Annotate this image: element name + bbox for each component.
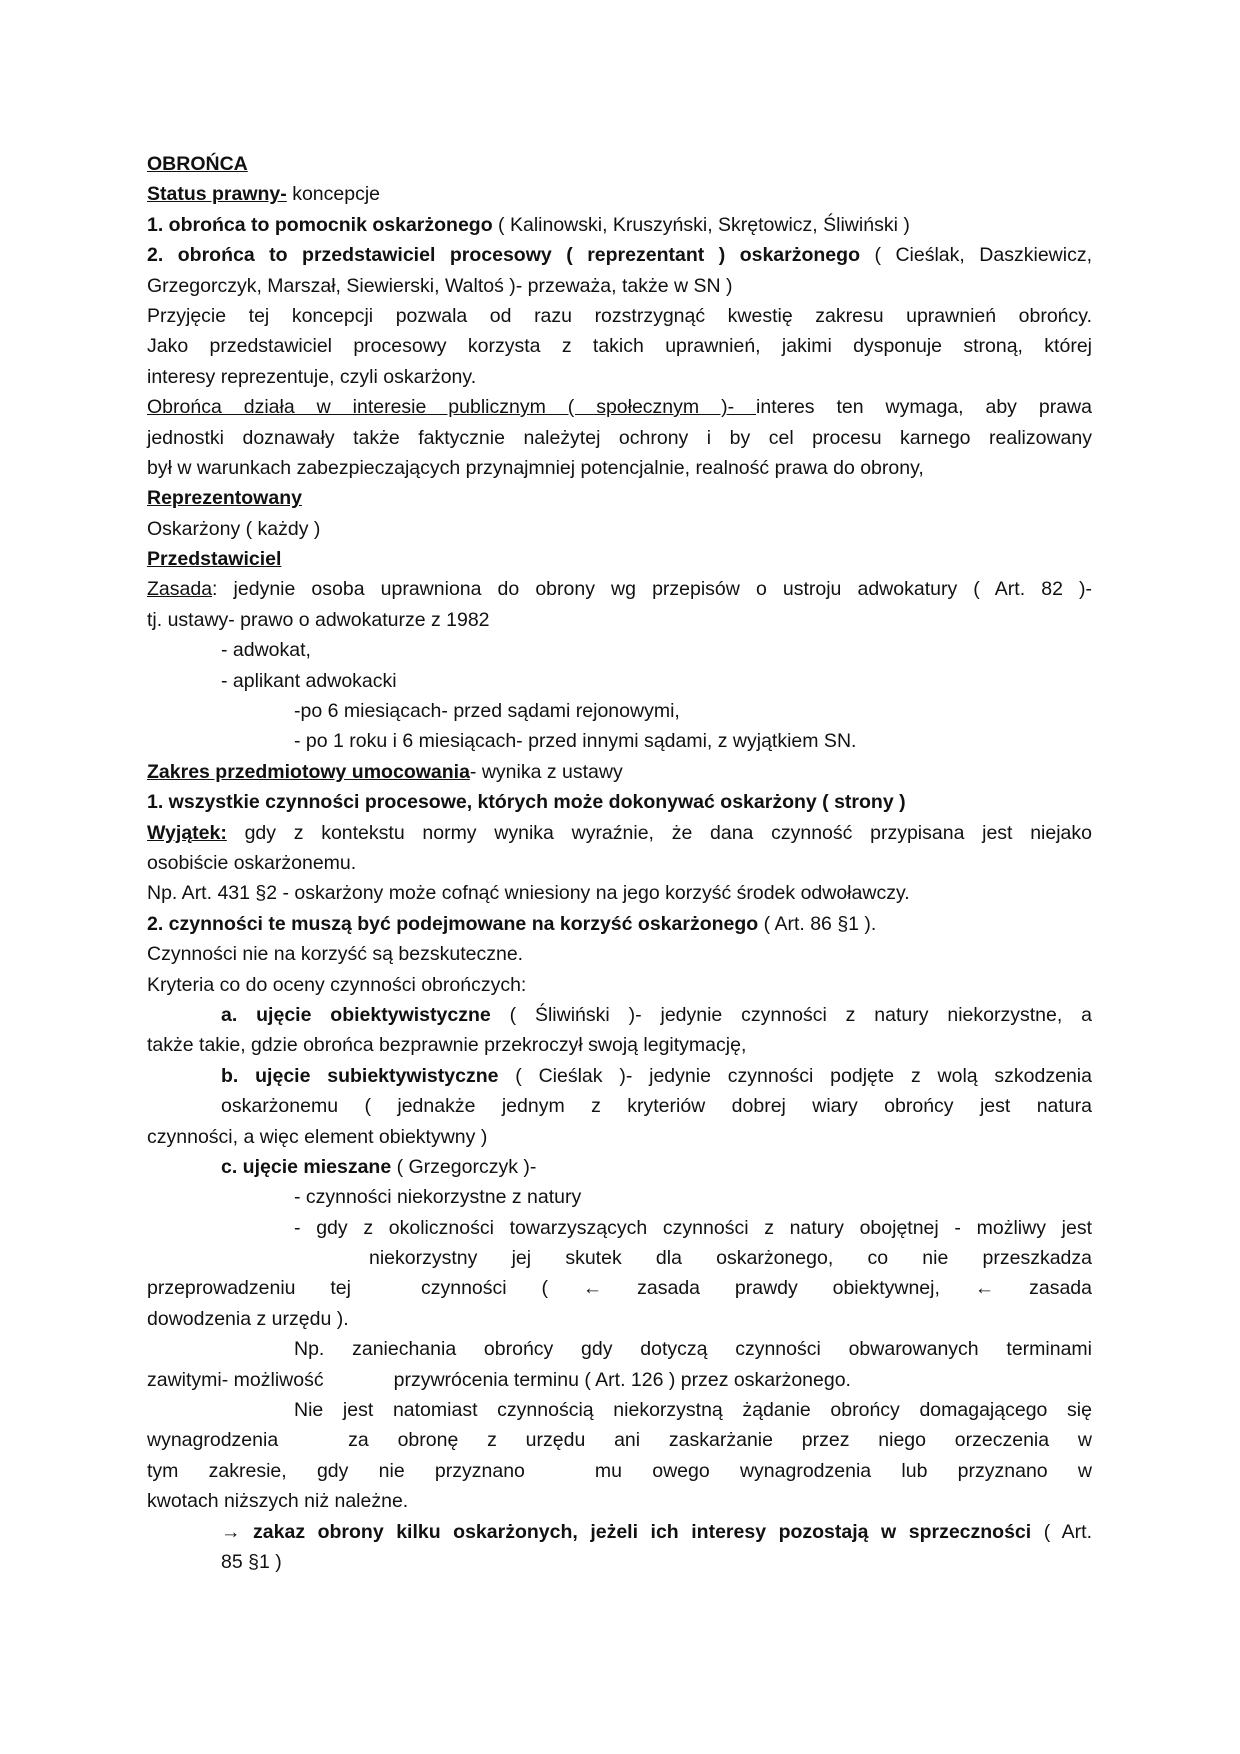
- bold-text: a. ujęcie obiektywistyczne: [221, 1003, 491, 1026]
- text-run: ( Grzegorczyk )-: [391, 1155, 537, 1178]
- section-heading: Wyjątek:: [147, 821, 227, 844]
- text-run: Np. Art. 431 §2 - oskarżony może cofnąć wniesiony na jego korzyść środek odwoławczy.: [147, 882, 910, 905]
- text-line: [147, 1365, 1092, 1395]
- text-line: [147, 1304, 1092, 1334]
- section-heading: OBROŃCA: [147, 153, 248, 175]
- text-run: wynagrodzenia: [147, 1429, 279, 1452]
- text-run: niekorzystny jej skutek dla oskarżonego, co nie przeszkadza: [369, 1247, 1092, 1270]
- text-line: [147, 149, 1092, 179]
- text-run: przywrócenia terminu ( Art. 126 ) przez oskarżonego.: [393, 1368, 851, 1391]
- text-line: [147, 878, 1092, 908]
- text-line: [147, 514, 1092, 544]
- text-line: [147, 757, 1092, 787]
- text-run: był w warunkach zabezpieczających przynajmniej potencjalnie, realność prawa do obrony,: [147, 456, 924, 479]
- text-run: za obronę z urzędu ani zaskarżanie przez niego orzeczenia w: [348, 1429, 1092, 1452]
- text-run: -po 6 miesiącach- przed sądami rejonowymi,: [294, 700, 680, 723]
- text-line: [147, 1152, 1092, 1182]
- text-run: ( Art.: [1031, 1520, 1092, 1543]
- text-line: [147, 818, 1092, 848]
- text-run: - po 1 roku i 6 miesiącach- przed innymi sądami, z wyjątkiem SN.: [294, 730, 857, 753]
- text-line: [147, 301, 1092, 331]
- text-line: [147, 1061, 1092, 1091]
- section-heading: Przedstawiciel: [147, 548, 282, 571]
- section-heading: Zakres przedmiotowy umocowania: [147, 760, 470, 783]
- text-line: [147, 1000, 1092, 1030]
- text-run: gdy z kontekstu normy wynika wyraźnie, że dana czynność przypisana jest niejako: [226, 821, 1092, 844]
- text-run: - czynności niekorzystne z natury: [294, 1186, 582, 1209]
- text-run: ( Cieślak, Daszkiewicz,: [859, 244, 1092, 267]
- bold-text: 1. obrońca to pomocnik oskarżonego: [147, 213, 493, 236]
- text-run: Nie jest natomiast czynnością niekorzystną żądanie obrońcy domagającego się: [294, 1399, 1092, 1422]
- text-line: [147, 453, 1092, 483]
- text-run: także takie, gdzie obrońca bezprawnie przekroczył swoją legitymację,: [147, 1034, 747, 1057]
- text-line: [147, 848, 1092, 878]
- text-line: [147, 179, 1092, 209]
- section-heading: Reprezentowany: [147, 487, 302, 510]
- text-line: [147, 1456, 1092, 1486]
- text-run: Przyjęcie tej koncepcji pozwala od razu rozstrzygnąć kwestię zakresu uprawnień obrońcy.: [147, 304, 1092, 327]
- bold-text: 2. obrońca to przedstawiciel procesowy ( reprezentant ) oskarżonego: [147, 244, 860, 267]
- text-run: - wynika z ustawy: [469, 760, 623, 783]
- text-line: [147, 1334, 1092, 1364]
- text-line: [147, 726, 1092, 756]
- text-run: Oskarżony ( każdy ): [147, 517, 321, 540]
- text-run: jednostki doznawały także faktycznie należytej ochrony i by cel procesu karnego realizowany: [147, 426, 1092, 449]
- text-line: [147, 210, 1092, 240]
- bold-text: 2. czynności te muszą być podejmowane na korzyść oskarżonego: [147, 912, 759, 935]
- text-run: interes ten wymaga, aby prawa: [756, 396, 1092, 419]
- text-line: [147, 392, 1092, 422]
- text-line: [147, 1425, 1092, 1455]
- text-run: ( Cieślak )- jedynie czynności podjęte z wolą szkodzenia: [498, 1064, 1092, 1087]
- bold-text: c. ujęcie mieszane: [221, 1155, 392, 1178]
- text-run: - gdy z okoliczności towarzyszących czynności z natury obojętnej - możliwy jest: [294, 1216, 1092, 1239]
- text-run: ( Art. 86 §1 ).: [758, 912, 877, 935]
- text-line: [147, 909, 1092, 939]
- text-line: [147, 605, 1092, 635]
- text-run: koncepcje: [286, 183, 381, 206]
- text-run: kwotach niższych niż należne.: [147, 1490, 409, 1513]
- text-run: tym zakresie, gdy nie przyznano: [147, 1459, 525, 1482]
- text-run: dowodzenia z urzędu ).: [147, 1307, 349, 1330]
- text-line: [147, 787, 1092, 817]
- underlined-text: Zasada: [147, 578, 213, 601]
- text-line: [147, 1243, 1092, 1273]
- underlined-text: Obrońca działa w interesie publicznym ( społecznym )-: [147, 396, 757, 419]
- text-run: Jako przedstawiciel procesowy korzysta z takich uprawnień, jakimi dysponuje stroną, której: [147, 335, 1092, 358]
- text-line: [147, 240, 1092, 270]
- text-run: osobiście oskarżonemu.: [147, 851, 357, 874]
- bold-text: b. ujęcie subiektywistyczne: [221, 1064, 499, 1087]
- text-run: Kryteria co do oceny czynności obrończych:: [147, 973, 527, 996]
- text-run: przeprowadzeniu tej: [147, 1277, 351, 1300]
- text-line: [147, 483, 1092, 513]
- text-run: interesy reprezentuje, czyli oskarżony.: [147, 365, 477, 388]
- bold-text: → zakaz obrony kilku oskarżonych, jeżeli ich interesy pozostają w sprzeczności: [221, 1520, 1032, 1543]
- text-line: [147, 574, 1092, 604]
- text-run: oskarżonemu ( jednakże jednym z kryteriów dobrej wiary obrońcy jest natura: [221, 1095, 1092, 1118]
- text-line: [147, 1273, 1092, 1303]
- text-run: - aplikant adwokacki: [221, 669, 397, 692]
- document-page: [147, 149, 1092, 1577]
- text-line: [147, 666, 1092, 696]
- text-run: - adwokat,: [221, 639, 311, 662]
- text-run: ( Śliwiński )- jedynie czynności z natury niekorzystne, a: [490, 1003, 1092, 1026]
- text-line: [147, 1395, 1092, 1425]
- text-line: [147, 1486, 1092, 1516]
- text-line: [147, 1030, 1092, 1060]
- text-line: [147, 1547, 1092, 1577]
- text-run: czynności, a więc element obiektywny ): [147, 1125, 488, 1148]
- text-run: 85 §1 ): [221, 1550, 282, 1573]
- text-run: Grzegorczyk, Marszał, Siewierski, Waltoś )- przeważa, także w SN ): [147, 274, 733, 297]
- text-run: Np. zaniechania obrońcy gdy dotyczą czynności obwarowanych terminami: [294, 1338, 1092, 1361]
- text-run: Czynności nie na korzyść są bezskuteczne.: [147, 943, 524, 966]
- text-line: [147, 1213, 1092, 1243]
- bold-text: 1. wszystkie czynności procesowe, których może dokonywać oskarżony ( strony ): [147, 791, 906, 814]
- text-run: mu owego wynagrodzenia lub przyznano w: [594, 1459, 1092, 1482]
- text-line: [147, 1517, 1092, 1547]
- text-line: [147, 1182, 1092, 1212]
- section-heading: Status prawny-: [147, 183, 287, 206]
- text-line: [147, 696, 1092, 726]
- text-line: [147, 970, 1092, 1000]
- text-line: [147, 939, 1092, 969]
- text-run: tj. ustawy- prawo o adwokaturze z 1982: [147, 608, 490, 631]
- text-line: [147, 635, 1092, 665]
- text-line: [147, 1122, 1092, 1152]
- text-run: : jedynie osoba uprawniona do obrony wg przepisów o ustroju adwokatury ( Art. 82 )-: [212, 578, 1092, 601]
- text-line: [147, 1091, 1092, 1121]
- text-line: [147, 362, 1092, 392]
- text-line: [147, 423, 1092, 453]
- text-line: [147, 331, 1092, 361]
- text-run: ( Kalinowski, Kruszyński, Skrętowicz, Śliwiński ): [492, 213, 910, 236]
- text-line: [147, 271, 1092, 301]
- text-run: zawitymi- możliwość: [147, 1368, 324, 1391]
- text-line: [147, 544, 1092, 574]
- text-run: czynności ( ← zasada prawdy obiektywnej, ← zasada: [420, 1277, 1092, 1300]
